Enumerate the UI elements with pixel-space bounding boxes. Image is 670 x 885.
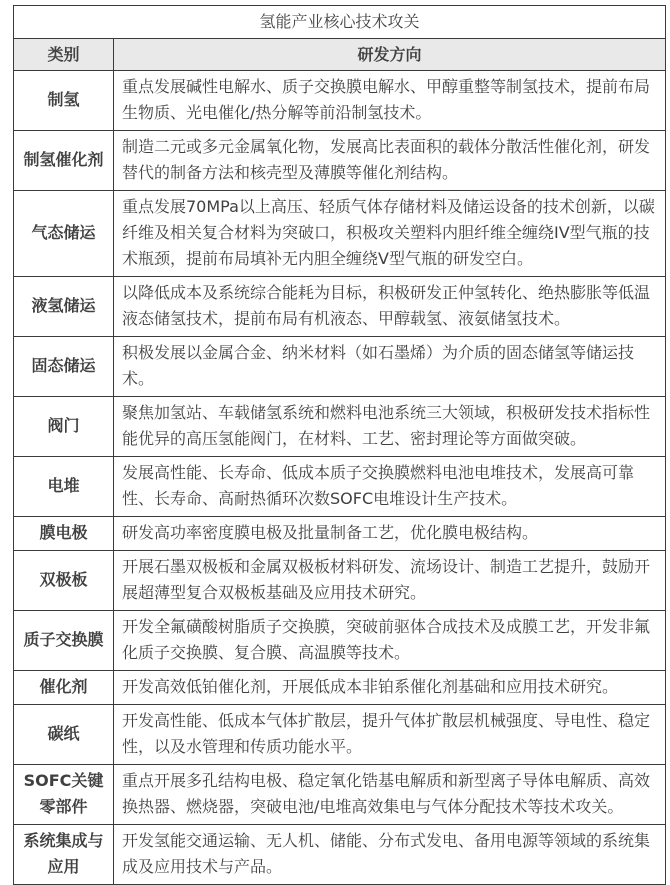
table-row (14, 765, 666, 825)
category-cell: 固态储运 (14, 337, 114, 397)
category-cell: 阀门 (14, 397, 114, 457)
direction-cell: 制造二元或多元金属氧化物，发展高比表面积的载体分散活性催化剂，研发替代的制备方法和核壳型及薄膜等催化剂结构。 (114, 131, 666, 191)
table-row (14, 551, 666, 611)
category-cell: 电堆 (14, 457, 114, 517)
category-cell: 气态储运 (14, 191, 114, 277)
direction-cell: 重点开展多孔结构电极、稳定氧化锆基电解质和新型离子导体电解质、高效换热器、燃烧器，突破电池/电堆高效集电与气体分配技术等技术攻关。 (114, 765, 666, 825)
direction-cell: 开发氢能交通运输、无人机、储能、分布式发电、备用电源等领域的系统集成及应用技术与产品。 (114, 825, 666, 885)
direction-cell: 重点发展70MPa以上高压、轻质气体存储材料及储运设备的技术创新，以碳纤维及相关复合材料为突破口，积极攻关塑料内胆纤维全缠绕IV型气瓶的技术瓶颈，提前布局填补无内胆全缠绕V型气瓶的研发空白。 (114, 191, 666, 277)
column-header-category: 类别 (14, 39, 114, 71)
table-row (14, 277, 666, 337)
category-cell: 制氢 (14, 71, 114, 131)
direction-cell: 研发高功率密度膜电极及批量制备工艺，优化膜电极结构。 (114, 517, 666, 551)
table-row (14, 825, 666, 885)
direction-cell: 积极发展以金属合金、纳米材料（如石墨烯）为介质的固态储氢等储运技术。 (114, 337, 666, 397)
table-title: 氢能产业核心技术攻关 (14, 6, 666, 39)
table-row (14, 71, 666, 131)
category-cell: 碳纸 (14, 705, 114, 765)
table-row (14, 457, 666, 517)
table-header-row (14, 39, 666, 71)
direction-cell: 开发高效低铂催化剂，开展低成本非铂系催化剂基础和应用技术研究。 (114, 671, 666, 705)
category-cell: 液氢储运 (14, 277, 114, 337)
category-cell: 催化剂 (14, 671, 114, 705)
category-cell: 制氢催化剂 (14, 131, 114, 191)
table-row (14, 671, 666, 705)
table-row (14, 397, 666, 457)
direction-cell: 开展石墨双极板和金属双极板材料研发、流场设计、制造工艺提升，鼓励开展超薄型复合双极板基础及应用技术研究。 (114, 551, 666, 611)
column-header-direction: 研发方向 (114, 39, 666, 71)
table-row (14, 611, 666, 671)
hydrogen-tech-table (13, 5, 666, 885)
direction-cell: 聚焦加氢站、车载储氢系统和燃料电池系统三大领域，积极研发技术指标性能优异的高压氢能阀门，在材料、工艺、密封理论等方面做突破。 (114, 397, 666, 457)
category-cell: SOFC关键零部件 (14, 765, 114, 825)
direction-cell: 重点发展碱性电解水、质子交换膜电解水、甲醇重整等制氢技术，提前布局生物质、光电催化/热分解等前沿制氢技术。 (114, 71, 666, 131)
category-cell: 膜电极 (14, 517, 114, 551)
table-row (14, 705, 666, 765)
direction-cell: 发展高性能、长寿命、低成本质子交换膜燃料电池电堆技术，发展高可靠性、长寿命、高耐热循环次数SOFC电堆设计生产技术。 (114, 457, 666, 517)
table-row (14, 191, 666, 277)
table-row (14, 517, 666, 551)
table-row (14, 131, 666, 191)
table-row (14, 337, 666, 397)
category-cell: 系统集成与应用 (14, 825, 114, 885)
direction-cell: 开发全氟磺酸树脂质子交换膜，突破前驱体合成技术及成膜工艺，开发非氟化质子交换膜、复合膜、高温膜等技术。 (114, 611, 666, 671)
direction-cell: 以降低成本及系统综合能耗为目标，积极研发正仲氢转化、绝热膨胀等低温液态储氢技术，提前布局有机液态、甲醇载氢、液氨储氢技术。 (114, 277, 666, 337)
table-title-row (14, 6, 666, 39)
category-cell: 双极板 (14, 551, 114, 611)
category-cell: 质子交换膜 (14, 611, 114, 671)
direction-cell: 开发高性能、低成本气体扩散层，提升气体扩散层机械强度、导电性、稳定性，以及水管理和传质功能水平。 (114, 705, 666, 765)
